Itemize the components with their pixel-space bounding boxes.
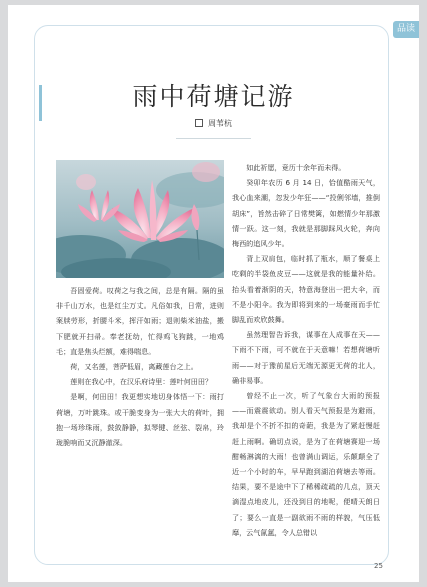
page-number: 25 [374,562,383,570]
author-name: 周苇杭 [208,119,232,128]
paragraph: 是啊，何田田！我更想实地切身体悟一下：雨打荷塘，万叶跳珠。或干脆变身为一张大大的荷叶，拥抱一场珍珠雨，鼓敛静静，拟琴键、丝弦、裂帛，玲珑脆响而又沉静澈深。 [56,392,224,448]
paragraph: 荷，又名莲，菩萨低眉，离藏莲台之上。 [70,362,198,372]
left-column [56,283,224,450]
author-marker-icon [195,119,203,127]
magazine-page [8,5,419,582]
article-title: 雨中荷塘记游 [132,82,295,111]
paragraph: 莲则在我心中，在汉乐府诗里：莲叶何田田？ [70,377,213,387]
paragraph: 如此祈愿，竟历十余年而未得。 [246,163,346,172]
lotus-photo [56,160,224,278]
section-tab: 品读 [393,21,419,38]
author-line [8,118,419,129]
paragraph: 吾固爱荷。叹荷之与我之间，总是有隔。隔的虽非千山万水，也是红尘万丈。凡俗如我，日常，进则案牍劳形，折腰斗米，挥汗如雨；退则柴米油盐，搬下肥就开扫帚。奉老抚幼，忙得鸡飞狗跳，一地鸡毛；直是焦头烂额，难得喘息。 [56,286,224,356]
paragraph: 癸卯年农历 6 月 14 日，恰值酷雨天气，我心血来潮，忽发少年狂——“投俐邻墙，推倒胡床”，旨然击碎了日常樊篱，如燃情少年那激情一跃。这一刻，我就是那脚踩风火轮，奔向梅西的追风少年。 [232,178,380,249]
right-column [232,160,380,540]
paragraph: 虽然理智告诉我，谋事在人成事在天——下雨不下雨，可不就在于天意嘛！若想荷塘听雨——对于豫前星后无端无源更无荷的北人，确非易事。 [232,330,380,385]
paragraph: 背上双肩包，临时抓了瓶水，顺了餐桌上吃剩的半袋鱼皮豆——这就是我的能量补给。抬头看着渐阴的天，特意海登出一把大伞，而不是小阳伞。我为即将到来的一场豪雨而手忙脚乱而欢欣鼓舞。 [232,254,380,325]
title-divider [176,138,251,139]
paragraph: 曾经不止一次，听了气象台大雨的预报——而震震欲动。别人看天气预报是为避雨，我却是个不折不扣的奇葩，我是为了紧赶慢赶赶上雨啊。确切点说，是为了在荷塘赛迎一场酣畅淋漓的大雨！也曾满山调运，乐颠颠全了近一个小时的车，早早跑到湖泊荷塘去等雨。结果，要不是途中下了稀稀疏疏的几点，顶天滴湿点地皮儿，还没到目的地呢，便晴天朗日了；要么一直是一副欲雨不雨的样貌，气压低靡，云气氤氲，令人总错以 [232,391,380,537]
lotus-illustration [56,160,224,278]
